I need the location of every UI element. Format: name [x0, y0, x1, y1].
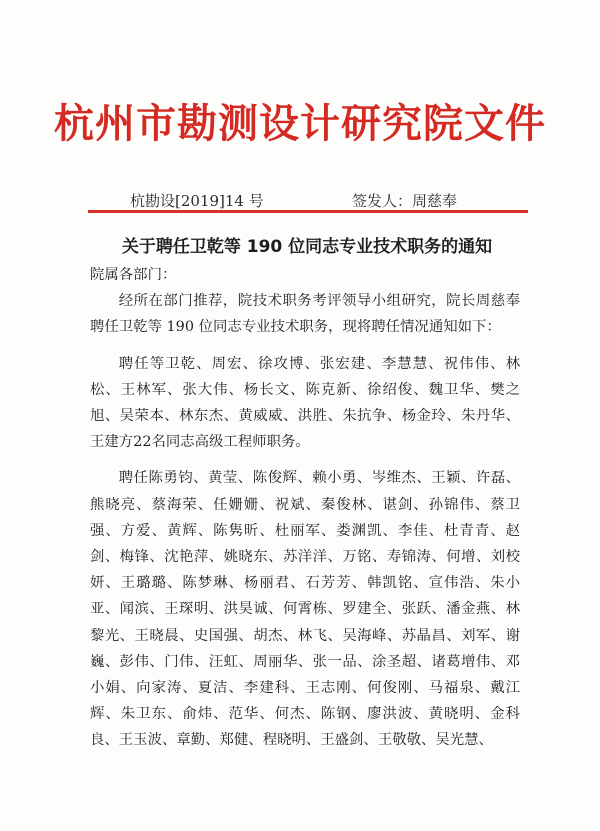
notice-title: 关于聘任卫乾等 190 位同志专业技术职务的通知 [121, 237, 493, 257]
red-divider-line [88, 210, 528, 213]
org-title: 杭州市勘测设计研究院文件 [54, 100, 546, 147]
addressee: 院属各部门： [90, 267, 177, 283]
issuer: 签发人：周慈奉 [352, 192, 458, 210]
senior-engineers-paragraph: 聘任等卫乾、周宏、徐攻博、张宏建、李慧慧、祝伟伟、林松、王林军、张大伟、杨长文、陈克新、徐绍俊、魏卫华、樊之旭、吴荣本、林东杰、黄威威、洪胜、朱抗争、杨金玲、朱丹华、王建方22名同志高级工程师职务。 [90, 355, 520, 451]
document-number: 杭勘设[2019]14 号 [130, 192, 264, 210]
engineers-paragraph: 聘任陈勇钧、黄莹、陈俊辉、赖小勇、岑维杰、王颖、许磊、熊晓亮、蔡海荣、任姗姗、祝斌、秦俊林、谌剑、孙锦伟、蔡卫强、方爱、黄辉、陈隽昕、杜丽军、娄渊凯、李佳、杜青青、赵剑、梅锋、沈艳萍、姚晓东、苏洋洋、万铭、寿锦涛、何增、刘校妍、王璐璐、陈梦琳、杨丽君、石芳芳、韩凯铭、宣伟浩、朱小亚、闻滨、王琛明、洪昊诚、何霄栋、罗建全、张跃、潘金燕、林黎光、王晓晨、史国强、胡杰、林飞、吴海峰、苏晶昌、刘军、谢巍、彭伟、门伟、汪虹、周丽华、张一品、涂圣超、诸葛增伟、邓小娟、向家涛、夏洁、李建科、王志刚、何俊刚、马福泉、戴江辉、朱卫东、俞炜、范华、何杰、陈钢、廖洪波、黄晓明、金科良、王玉波、章勤、郑健、程晓明、王盛剑、王敬敬、吴光慧、 [90, 470, 520, 749]
notice-body [90, 262, 520, 754]
intro-paragraph: 经所在部门推荐，院技术职务考评领导小组研究，院长周慈奉聘任卫乾等 190 位同志专业技术职务，现将聘任情况通知如下： [90, 293, 520, 336]
